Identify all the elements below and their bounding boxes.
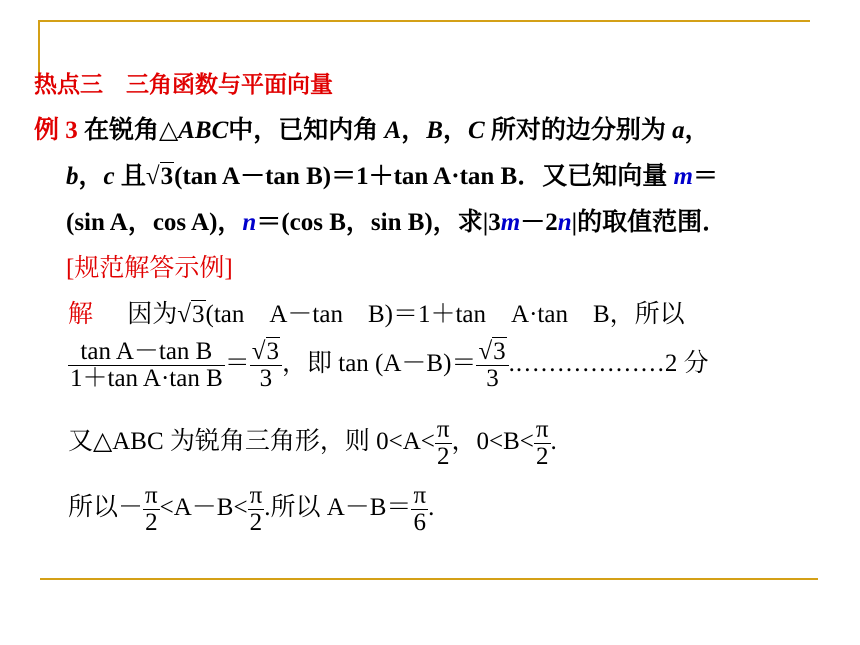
fraction-sqrt3-over-3-b: $\frac{√3}{3}$ [476, 339, 508, 392]
top-rule [40, 20, 810, 22]
fraction-pi-over-2: $\frac{\pi}{2}$ [436, 415, 450, 470]
fraction-pi-over-2-d: $\frac{\pi}{2}$ [249, 481, 263, 536]
fraction-sqrt3-over-3: $\frac{√3}{3}$ [250, 339, 282, 392]
example-line-1: 例 3 在锐角△ABC中，已知内角 A，B，C 所对的边分别为 a， [34, 117, 710, 144]
solution-line-2: $\frac{\text{tan A－tan B}}{\text{1＋tan A·tan B}}$ ＝ $\frac{√3}{3}$ ，即 tan (A－B)＝ $\frac{√3}{3}$ .………………2 分 [70, 337, 709, 392]
example-label: 例 3 [34, 117, 78, 144]
fraction-pi-over-2-b: $\frac{\pi}{2}$ [535, 415, 549, 470]
solution-line-4: 所以－ $\frac{\pi}{2}$ <A－B< $\frac{\pi}{2}$ .所以 A－B＝ $\frac{\pi}{6}$ . [68, 481, 435, 536]
fraction-tan-diff: $\frac{\text{tan A－tan B}}{\text{1＋tan A·tan B}}$ [70, 337, 223, 392]
bottom-rule [40, 578, 818, 580]
sqrt-3: √3 [145, 163, 174, 190]
solution-line-1: 解 因为√3(tan A－tan B)＝1＋tan A·tan B，所以 [68, 301, 685, 328]
sqrt-3: √3 [177, 301, 205, 328]
solution-line-3: 又△ABC 为锐角三角形，则 0<A< $\frac{\pi}{2}$ ，0<B< $\frac{\pi}{2}$ . [68, 415, 557, 470]
example-line-2: b，c 且√3(tan A－tan B)＝1＋tan A·tan B．又已知向量 m＝ [66, 163, 718, 190]
solution-tag: [规范解答示例] [66, 255, 233, 282]
example-line-3: (sin A，cos A)，n＝(cos B，sin B)，求|3m－2n|的取值范围． [66, 209, 728, 236]
solution-label: 解 [68, 301, 94, 328]
section-heading: 热点三 三角函数与平面向量 [34, 72, 333, 98]
fraction-pi-over-2-c: $\frac{\pi}{2}$ [145, 481, 158, 536]
fraction-pi-over-6: $\frac{\pi}{6}$ [413, 481, 427, 536]
